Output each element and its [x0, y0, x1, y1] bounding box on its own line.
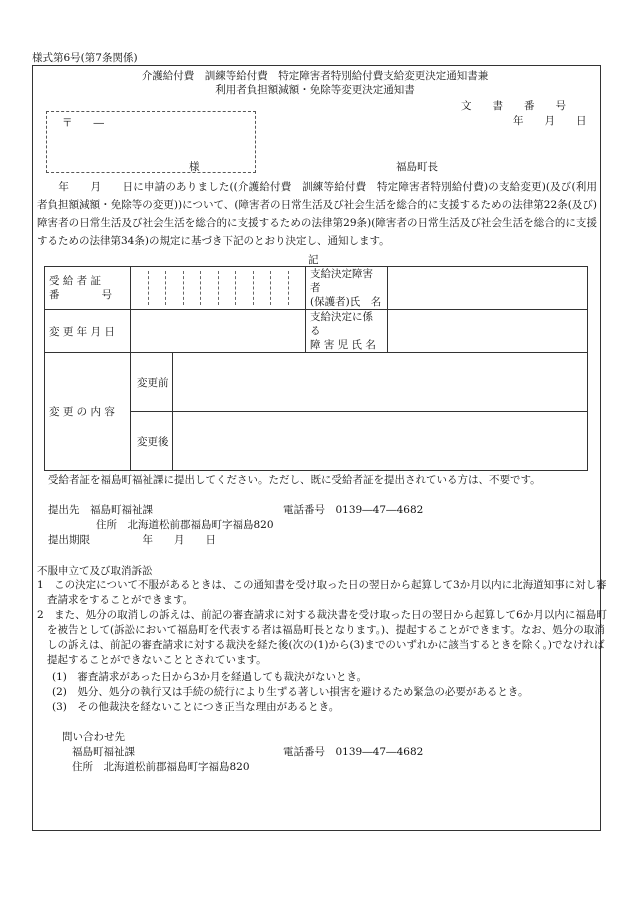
digit-cell [271, 271, 289, 305]
digit-cell [131, 271, 149, 305]
guardian-value [388, 267, 588, 310]
appeal-sub-1: (1) 審査請求があった日から3か月を経過しても裁決がないとき。 [52, 671, 368, 683]
contact-phone: 電話番号 0139―47―4682 [283, 746, 424, 758]
contact-address: 住所 北海道松前郡福島町字福島820 [72, 761, 250, 773]
guardian-label-2: (保護者)氏 名 [310, 296, 382, 308]
contact-title: 問い合わせ先 [62, 731, 125, 743]
change-date-value [131, 310, 306, 353]
before-label: 変更前 [137, 376, 169, 389]
decision-table [44, 266, 588, 471]
date-label: 年 月 日 [513, 115, 587, 127]
digit-cell [219, 271, 237, 305]
table-row [45, 353, 588, 412]
appeal-item-1: 1 この決定について不服があるときは、この通知書を受け取った日の翌日から起算して3か月以内に北海道知事に対し審査請求をすることができます。 [37, 579, 607, 606]
submit-to: 提出先 福島町福祉課 [48, 504, 153, 516]
ki-label: 記 [308, 254, 319, 266]
table-row [45, 267, 588, 310]
submit-address: 住所 北海道松前郡福島町字福島820 [96, 519, 274, 531]
after-label: 変更後 [137, 435, 169, 448]
issuer: 福島町長 [396, 161, 438, 173]
decision-body: 年 月 日に申請のありました((介護給付費 訓練等給付費 特定障害者特別給付費)の支給変更)(及び(利用者負担額減額・免除等の変更))について、(障害者の日常生活及び社会生活を総合的に支援するための法律第22条(及び)障害者の日常生活及び社会生活を総合的に支援するための法律第29条)(障害者の日常生活及び社会生活を総合的に支援するための法律第34条)の規定に基づき下記のとおり決定し、通知します。 [37, 181, 597, 247]
change-content-label: 変 更 の 内 容 [49, 406, 115, 418]
before-value [173, 353, 588, 412]
recipient-suffix: 様 [189, 161, 200, 173]
child-label-1: 支給決定に係る [310, 311, 373, 337]
cert-no-label-1: 受 給 者 証 [49, 275, 102, 287]
digit-cell [201, 271, 219, 305]
submission-notice: 受給者証を福島町福祉課に提出してください。ただし、既に受給者証を提出されている方は、不要です。 [48, 474, 541, 486]
child-label-2: 障 害 児 氏 名 [310, 339, 376, 351]
cert-no-digits [131, 267, 306, 310]
cert-no-label-2: 番 号 [49, 289, 112, 301]
submit-deadline: 提出期限 年 月 日 [48, 534, 216, 546]
title-line-2: 利用者負担額減額・免除等変更決定通知書 [215, 84, 415, 96]
postal-mark: 〒 ― [62, 117, 104, 129]
appeal-title: 不服申立て及び取消訴訟 [37, 565, 153, 577]
change-date-label: 変 更 年 月 日 [49, 325, 115, 338]
appeal-sub-3: (3) その他裁決を経ないことにつき正当な理由があるとき。 [52, 701, 340, 713]
contact-dept: 福島町福祉課 [72, 746, 135, 758]
digit-cell [236, 271, 254, 305]
digit-cell [184, 271, 202, 305]
appeal-item-2: 2 また、処分の取消しの訴えは、前記の審査請求に対する裁決書を受け取った日の翌日から起算して6か月以内に福島町を被告として(訴訟において福島町を代表する者は福島町長となります。)、提起することができます。なお、処分の取消しの訴えは、前記の審査請求に対する裁決を経た後(次の(1)から(3)までのいずれかに該当するときを除く。)でなければ提起することができないこととされています。 [37, 609, 607, 666]
digit-cell [254, 271, 272, 305]
child-value [388, 310, 588, 353]
after-value [173, 412, 588, 471]
submit-phone: 電話番号 0139―47―4682 [283, 504, 424, 516]
guardian-label-1: 支給決定障害者 [310, 268, 373, 294]
title-line-1: 介護給付費 訓練等給付費 特定障害者特別給付費支給変更決定通知書兼 [141, 70, 489, 82]
digit-cell [166, 271, 184, 305]
digit-cell [149, 271, 167, 305]
form-id: 様式第6号(第7条関係) [32, 52, 138, 64]
doc-number-label: 文 書 番 号 [461, 100, 566, 112]
digit-cell [289, 271, 306, 305]
table-row [45, 310, 588, 353]
appeal-sub-2: (2) 処分、処分の執行又は手続の続行により生ずる著しい損害を避けるため緊急の必要があるとき。 [52, 686, 529, 698]
